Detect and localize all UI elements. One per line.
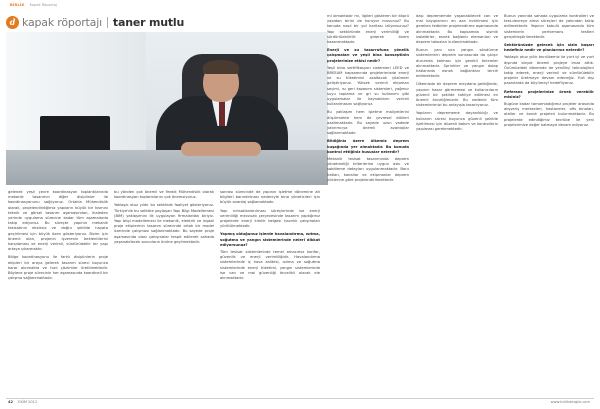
footer-rule <box>6 398 594 399</box>
paragraph: bu yönden çok önemli ve Yardık Mühendislik olarak koordinasyon toplantılarını çok önemsiyoruz. <box>114 190 214 200</box>
paragraph: Bugüne kadar tamamladığımız projeler arasında alışveriş merkezleri, hastaneler, ofis binaları, oteller ve konut projeleri bulunmaktadır. Bu projelerde edindiğimiz tecrübe ile yeni projelerimize değer katmaya devam ediyoruz. <box>504 102 594 127</box>
article-header <box>6 14 306 30</box>
paragraph: mi olmaktadır mı, ilgileri gösteren bir köprü yapıdan birini de kuruyor musunuz? Bu konuda nasıl bir yol haritası izliyorsunuz? Yapı sektöründe enerji verimliliği ve sürdürülebilirlik giderek önem kazanmaktadır. <box>327 14 409 45</box>
paragraph: Ülkemizde bir deprem meydana geldiğinde, yapının hasar görmemesi ve kullanıcıların güvenli bir şekilde tahliye edilmesi en önemli önceliğimizdir. Bu nedenle tüm sistemlerimizi bu anlayışla tasarlıyoruz. <box>416 82 498 108</box>
article-column-3 <box>220 190 320 395</box>
article-column-1 <box>8 190 108 395</box>
running-header <box>10 3 590 11</box>
paragraph: daşı deprememde yaşanabilecek can ve mal kayıplarının en aza indirilmesi için gereken tedbirler projelendirme aşamasında alınmaktadır. Bu kapsamda sismik izolatörler, esnek bağlantı elemanları ve deprem takozları kullanılmaktadır. <box>416 14 498 45</box>
interviewee-photo <box>6 32 328 185</box>
paragraph: Yaklaşık otuz yıllık tecrübemiz ile yurt içi ve yurt dışında birçok önemli projeye imza attık. Önümüzdeki dönemde de yenilikçi teknolojileri takip ederek, enerji verimli ve sürdürülebilir projeler üretmeye devam edeceğiz. Yurt dışı pazarlarda da büyümeyi hedefliyoruz. <box>504 55 594 86</box>
paragraph: Bunun yanı sıra yangın söndürme sistemlerinin deprem sonrasında da çalışır durumda kalması için gerekli önlemler alınmaktadır. Sprinkler ve yangın dolap hatlarında esnek bağlantılar tercih edilmektedir. <box>416 48 498 79</box>
article-column-5 <box>416 14 498 395</box>
paragraph: sonrası sürecinde de yapının işletme dönemine ait bilgileri barındırması nedeniyle bina yöneticileri için büyük avantaj sağlamaktadır. <box>220 190 320 205</box>
footer-left <box>8 400 37 404</box>
photo-hands <box>181 142 261 156</box>
photo-tie <box>219 100 225 126</box>
footer-website: www.birlikdergisi.com <box>550 400 590 404</box>
page-number: 42 <box>8 400 14 404</box>
photo-hair <box>203 60 239 74</box>
interview-question: Sektörünüzde gelecek için sizin başarı hedefiniz nedir ve planlarınız nelerdir? <box>504 43 594 53</box>
interview-question: Referans projelerinize örnek verebilir misiniz? <box>504 89 594 99</box>
interview-question: Yapmış olduğunuz işlerde havalandırma, ısıtma, soğutma ve yangın sistemlerinde neleri dikkat ediyorsunuz? <box>220 232 320 247</box>
header-divider <box>107 17 108 28</box>
paragraph: gelenek yeşil çevre koordinasyon toplantılarında mekanik tasarımın diğer disiplinler ile koordinasyonunu sağlıyoruz. Ortakla Mühendislik olarak, projelendirdiğimiz yapıların büyük bir kısmını teknik ve görsel tasarım aşamasından, ihaleden yerinde uygulama sürecine kadar tüm aşamalarda takip ediyoruz. Bu süreçte yapının mekanik tesisatının eksiksiz ve doğru şekilde hayata geçirilmesi için büyük özen gösteriyoruz. Bizim için önemli olan, projenin işverenin beklentilerini karşılaması ve enerji verimli, sürdürülebilir bir yapı ortaya çıkarmaktır. <box>8 190 108 252</box>
issue-label: EKİM 2012 <box>18 400 38 404</box>
article-kicker: kapak röportajı <box>22 15 102 29</box>
interviewee-name: taner mutlu <box>112 15 185 29</box>
paragraph: Mekanik tesisat tasarımında deprem yönetmeliği kriterlerine uygun askı ve sabitleme detayları uygulanmaktadır. Boru hatları, kanallar ve ekipmanlar deprem yüklerine göre projelendirilmektedir. <box>327 157 409 182</box>
section-badge-icon: d <box>6 16 19 29</box>
magazine-brand: BİRLİK <box>10 3 25 7</box>
paragraph: Yapıların deprememe dayanıklılığı ve kullanım süresi boyunca güvenli şekilde işletilmesi için düzenli bakım ve kontrollerin yapılması gerekmektedir. <box>416 111 498 132</box>
section-label: Kapak Röportaj <box>29 3 57 7</box>
paragraph: Tüm tesisat sistemlerinde temel amacımız konfor, güvenlik ve enerji verimliliğidir. Havalandırma sistemlerinde iç hava kalitesi, ısıtma ve soğutma sistemlerinde enerji tüketimi, yangın sistemlerinde ise can ve mal güvenliği öncelikli olarak ele alınmaktadır. <box>220 250 320 281</box>
paragraph: Bunun yanında sahada uygulama kontrolleri ve test-devreye alma süreçleri de yakından takip edilmektedir. Yapının kabulü aşamasında tüm sistemlerin performans testleri gerçekleştirilmektedir. <box>504 14 594 39</box>
article-column-4 <box>327 14 409 395</box>
paragraph: Bölge koordinasyonu ile farklı disiplinlerin proje ekipleri bir araya gelerek tasarım süreci boyunca karar alınmakta ve hızlı çözümler üretilmektedir. Böylece proje sürecinin her aşamasında koordineli bir çalışma sağlanmaktadır. <box>8 255 108 281</box>
paragraph: Yapı ruhsatlandırılması süreçlerinde ise enerji verimliliği mevzuatı çerçevesinde tasarım yaptığımız projelerde enerji kimlik belgesi hazırlık çalışmaları yürütülmektedir. <box>220 208 320 229</box>
interview-question: Bildiğiniz üzere ülkemiz deprem kuşağında yer almaktadır. Bu konuda kontrol ettiğiniz hususlar nelerdir? <box>327 139 409 154</box>
paragraph: Bu yaklaşım hem işletme maliyetlerini düşürmekte hem de çevresel etkileri azaltmaktadır. Bu sayede uzun vadede yatırımcıya önemli avantajlar sağlanmaktadır. <box>327 110 409 136</box>
paragraph: Yaklaşık otuz yıldır bu sektörde faaliyet gösteriyoruz. Türkiye'de bu sektöre paylaşan Yapı Bilgi Modellemesi (BIM) yaklaşımını ilk uygulayan firmalardan biriyiz. Yapı bilgi modellemesi ile mekanik, elektrik ve inşaat proje ekiplerinin tasarım sürecinde ortak bir model üzerinde çalışması sağlanmaktadır. Bu sayede proje aşamasında olası çakışmalar tespit edilerek sahada yaşanabilecek sorunların önüne geçilmektedir. <box>114 203 214 244</box>
article-column-2 <box>114 190 214 395</box>
paragraph: Yeşil bina sertifikasyon sistemleri LEED ve BREEAM kapsamında projelerimizde enerji ve su tüketimini azaltacak çözümler geliştiriyoruz. Yüksek verimli ekipman seçimi, ısı geri kazanım sistemleri, yağmur suyu toplama ve gri su kullanımı gibi uygulamalar ile kaynakların verimli kullanılmasını sağlıyoruz. <box>327 65 409 107</box>
interview-question: Enerji ve su tasarrufuna yönelik çalışmaları ve yeşil bina konseptinin projelerinize etkisi nedir? <box>327 48 409 63</box>
article-column-6 <box>504 14 594 395</box>
photo-desk <box>6 150 328 185</box>
